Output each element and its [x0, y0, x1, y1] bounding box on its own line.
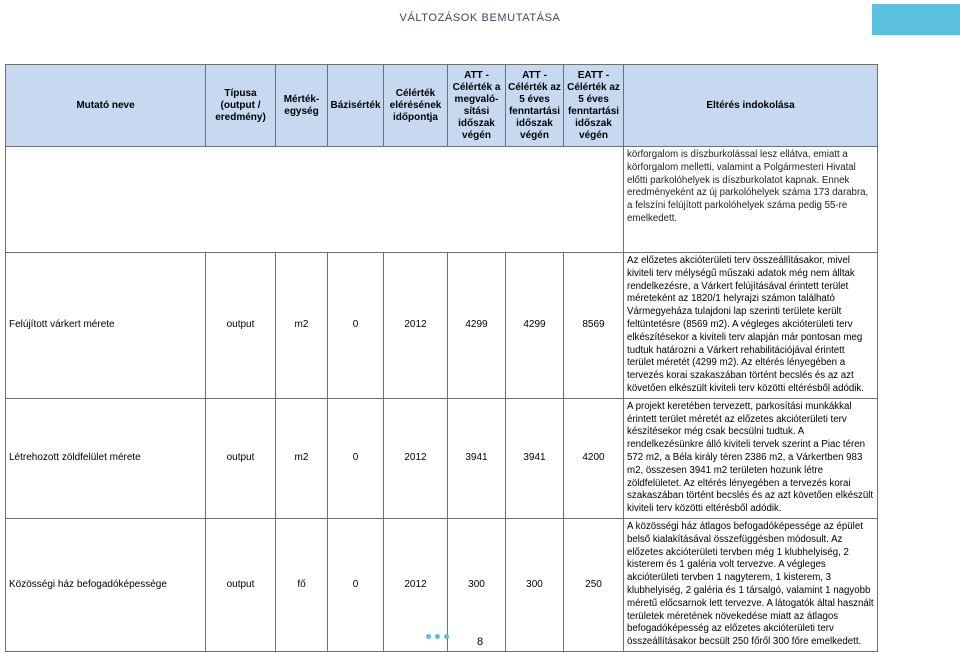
base-value: 0 — [328, 398, 384, 518]
indicator-name: Felújított várkert mérete — [6, 253, 206, 399]
reason-cell: A projekt keretében tervezett, parkosítási munkákkal érintett terület méretét az előzetes akcióterületi terv készítésekor még csak becsülni tudtuk. A rendelkezésünkre álló kiviteli tervek szerint a Piac téren 572 m2, a Béla király téren 2386 m2, a Várkertben 983 m2, összesen 3941 m2 területen hozunk létre zöldfelületet. Az eltérés lényegében a tervezés korai szakaszában történt becslés és az azt követően elkészült kiviteli terv közötti eltérésből adódik. — [624, 398, 878, 518]
table-row — [6, 398, 878, 518]
header-cell: ATT - Célérték az 5 éves fenntartási időszak végén — [506, 65, 564, 147]
table-row — [6, 147, 878, 253]
att-maintenance-value: 3941 — [506, 398, 564, 518]
page-title: VÁLTOZÁSOK BEMUTATÁSA — [399, 12, 561, 24]
reason-cell: Az előzetes akcióterületi terv összeállításakor, mivel kiviteli terv mélységű műszaki adatok még nem álltak rendelkezésre, a Várkert felújításával érintett terület méreteként az 1820/1 helyrajzi számon található Vármegyeháza tulajdoni lap szerinti területe került feltüntetésre (8569 m2). A végleges akcióterületi terv elkészítésekor a kiviteli terv alapján már pontosan meg tudtuk határozni a Várkert rehabilitációjával érintett terület méretét (4299 m2). Az eltérés lényegében a tervezés korai szakaszában történt becslés és az azt követően elkészült kiviteli terv közötti eltérésből adódik. — [624, 253, 878, 399]
target-year: 2012 — [384, 253, 448, 399]
header-row — [6, 65, 878, 147]
base-value: 0 — [328, 518, 384, 651]
indicator-name: Létrehozott zöldfelület mérete — [6, 398, 206, 518]
reason-cell: körforgalom is díszburkolással lesz ellátva, emiatt a körforgalom melletti, valamint a Polgármesteri Hivatal előtti parkolóhelyek is díszburkolatot kapnak. Ennek eredményeként az új parkolóhelyek száma 173 darabra, a felszíni felújított parkolóhelyek száma pedig 55-re emelkedett. — [624, 147, 878, 253]
accent-bar — [872, 4, 960, 35]
reason-cell: A közösségi ház átlagos befogadóképessége az épület belső kialakításával összefüggésben módosult. Az előzetes akcióterületi tervben még 1 klubhelyiség, 2 kisterem és 1 galéria volt tervezve. A végleges akcióterületi tervben 1 nagyterem, 1 kisterem, 3 klubhelyiség, 2 galéria és 1 társalgó, valamint 1 nagyobb méretű előcsarnok lett tervezve. A látogatók által használt területek méretének növekedése miatt az átlagos befogadóképesség az előzetes akcióterületi terv összeállításakor becsült 250 főről 300 főre emelkedett. — [624, 518, 878, 651]
empty-cell — [6, 147, 624, 253]
att-maintenance-value: 300 — [506, 518, 564, 651]
header-cell: Mérték-egység — [276, 65, 328, 147]
header-cell: Típusa (output / eredmény) — [206, 65, 276, 147]
indicator-type: output — [206, 518, 276, 651]
indicator-type: output — [206, 398, 276, 518]
indicator-type: output — [206, 253, 276, 399]
header-cell: Bázisérték — [328, 65, 384, 147]
att-implementation-value: 4299 — [448, 253, 506, 399]
header-cell: Eltérés indokolása — [624, 65, 878, 147]
eatt-value: 250 — [564, 518, 624, 651]
base-value: 0 — [328, 253, 384, 399]
att-maintenance-value: 4299 — [506, 253, 564, 399]
table-row — [6, 253, 878, 399]
indicator-unit: m2 — [276, 253, 328, 399]
att-implementation-value: 3941 — [448, 398, 506, 518]
eatt-value: 4200 — [564, 398, 624, 518]
target-year: 2012 — [384, 518, 448, 651]
indicator-name: Közösségi ház befogadóképessége — [6, 518, 206, 651]
target-year: 2012 — [384, 398, 448, 518]
header-cell: EATT - Célérték az 5 éves fenntartási időszak végén — [564, 65, 624, 147]
indicator-table — [5, 64, 878, 652]
header-cell: Célérték elérésének időpontja — [384, 65, 448, 147]
eatt-value: 8569 — [564, 253, 624, 399]
page-number: 8 — [476, 636, 484, 648]
att-implementation-value: 300 — [448, 518, 506, 651]
header-cell: ATT - Célérték a megvaló-sítási időszak végén — [448, 65, 506, 147]
indicator-unit: fő — [276, 518, 328, 651]
header-cell: Mutató neve — [6, 65, 206, 147]
indicator-unit: m2 — [276, 398, 328, 518]
